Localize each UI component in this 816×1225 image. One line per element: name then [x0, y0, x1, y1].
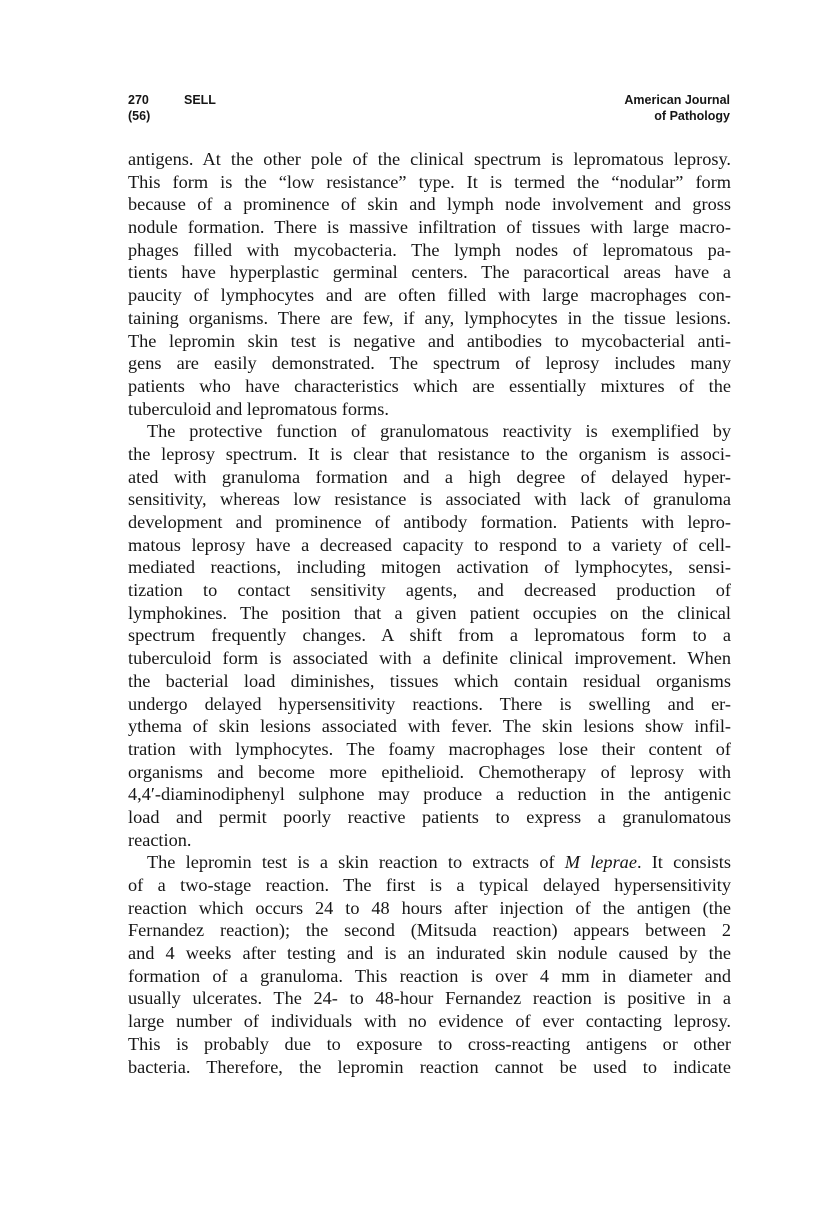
text-line: patients who have characteristics which are essentially mixtures of the	[128, 375, 731, 396]
text-line: Fernandez reaction); the second (Mitsuda reaction) appears between 2	[128, 920, 731, 941]
text-line: large number of individuals with no evidence of ever contacting leprosy.	[128, 1011, 731, 1032]
text-line: formation of a granuloma. This reaction is over 4 mm in diameter and	[128, 965, 731, 986]
text-line: nodule formation. There is massive infiltration of tissues with large macro-	[128, 217, 731, 238]
text-line: lymphokines. The position that a given patient occupies on the clinical	[128, 602, 731, 623]
text-line: because of a prominence of skin and lymph node involvement and gross	[128, 194, 731, 215]
running-header	[128, 92, 730, 126]
text-line: load and permit poorly reactive patients to express a granulomatous	[128, 806, 731, 827]
text-line: matous leprosy have a decreased capacity to respond to a variety of cell-	[128, 534, 731, 555]
journal-name-line-1: American Journal	[624, 93, 730, 107]
text-line	[128, 851, 731, 874]
text-line: The protective function of granulomatous reactivity is exemplified by	[147, 421, 731, 442]
text-line: reaction.	[128, 829, 192, 850]
text-line: spectrum frequently changes. A shift from a lepromatous form to a	[128, 625, 731, 646]
text-line: mediated reactions, including mitogen activation of lymphocytes, sensi-	[128, 557, 731, 578]
text-line: taining organisms. There are few, if any, lymphocytes in the tissue lesions.	[128, 307, 731, 328]
paragraph-2	[128, 420, 731, 851]
text-line: organisms and become more epithelioid. Chemotherapy of leprosy with	[128, 761, 731, 782]
species-name: M leprae	[564, 852, 637, 873]
journal-name	[624, 92, 730, 124]
journal-name-line-2: of Pathology	[654, 109, 730, 123]
text-line: sensitivity, whereas low resistance is associated with lack of granuloma	[128, 489, 731, 510]
text-line: phages filled with mycobacteria. The lymph nodes of lepromatous pa-	[128, 239, 731, 260]
text-line: development and prominence of antibody formation. Patients with lepro-	[128, 512, 731, 532]
text-line: tients have hyperplastic germinal centers. The paracortical areas have a	[128, 262, 731, 283]
header-left	[128, 92, 216, 124]
text-line: reaction which occurs 24 to 48 hours after injection of the antigen (the	[128, 897, 731, 918]
text-line: the bacterial load diminishes, tissues which contain residual organisms	[128, 670, 731, 691]
text-line: tization to contact sensitivity agents, and decreased production of	[128, 580, 731, 601]
text-line: antigens. At the other pole of the clinical spectrum is lepromatous leprosy.	[128, 149, 731, 169]
text-line: the leprosy spectrum. It is clear that resistance to the organism is associ-	[128, 443, 731, 464]
text-line: bacteria. Therefore, the lepromin reaction cannot be used to indicate	[128, 1056, 731, 1077]
text-line: gens are easily demonstrated. The spectrum of leprosy includes many	[128, 353, 731, 374]
text-line: tration with lymphocytes. The foamy macrophages lose their content of	[128, 738, 731, 759]
text-run: The lepromin test is a skin reaction to extracts of	[147, 852, 565, 873]
text-line: ythema of skin lesions associated with fever. The skin lesions show infil-	[128, 716, 731, 737]
text-line: The lepromin skin test is negative and antibodies to mycobacterial anti-	[128, 330, 731, 351]
text-line: undergo delayed hypersensitivity reactions. There is swelling and er-	[128, 693, 731, 714]
page-number: 270	[128, 93, 149, 107]
article-body	[128, 148, 731, 1078]
text-run: . It consists	[636, 852, 731, 873]
text-line: and 4 weeks after testing and is an indurated skin nodule caused by the	[128, 943, 731, 964]
article-number: (56)	[128, 109, 151, 123]
text-line: of a two-stage reaction. The first is a typical delayed hypersensitivity	[128, 875, 731, 895]
paragraph-1	[128, 148, 731, 420]
text-line: ated with granuloma formation and a high degree of delayed hyper-	[128, 466, 731, 487]
text-line: This is probably due to exposure to cross-reacting antigens or other	[128, 1033, 731, 1054]
text-line: paucity of lymphocytes and are often filled with large macrophages con-	[128, 285, 731, 306]
paragraph-3	[128, 851, 731, 1078]
text-line: This form is the “low resistance” type. It is termed the “nodular” form	[128, 171, 731, 192]
text-line: 4,4′-diaminodiphenyl sulphone may produce a reduction in the antigenic	[128, 784, 731, 805]
author-name: SELL	[184, 93, 216, 107]
text-line: tuberculoid and lepromatous forms.	[128, 398, 389, 419]
text-line: usually ulcerates. The 24- to 48-hour Fernandez reaction is positive in a	[128, 988, 731, 1009]
text-line: tuberculoid form is associated with a definite clinical improvement. When	[128, 648, 731, 669]
